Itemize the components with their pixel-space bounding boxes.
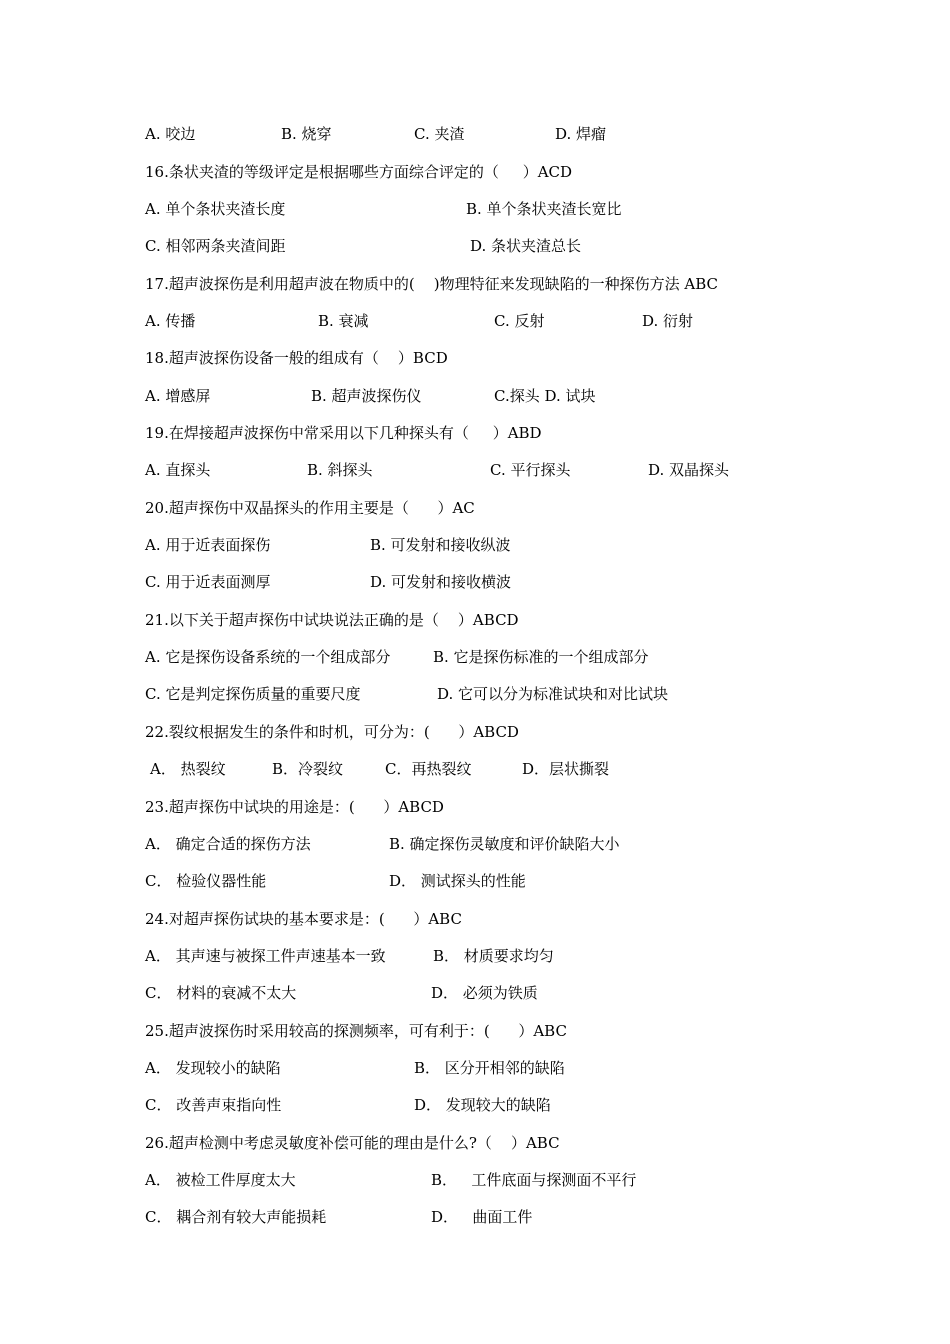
option: C．再热裂纹: [385, 760, 472, 778]
question-text: 17.超声波探伤是利用超声波在物质中的( )物理特征来发现缺陷的一种探伤方法 ABC: [145, 275, 719, 293]
option: C． 改善声束指向性: [145, 1096, 282, 1114]
question-text: 23.超声探伤中试块的用途是：( ）ABCD: [145, 798, 444, 816]
option: A. 直探头: [145, 461, 211, 479]
option: B. 衰减: [318, 312, 369, 330]
option: B. 烧穿: [281, 125, 332, 143]
option: C. 平行探头: [490, 461, 571, 479]
question-text: 21.以下关于超声探伤中试块说法正确的是（ ）ABCD: [145, 611, 519, 629]
option: C． 检验仪器性能: [145, 872, 267, 890]
option: D. 它可以分为标准试块和对比试块: [437, 685, 669, 703]
option: C. 反射: [494, 312, 545, 330]
option: A． 被检工件厚度太大: [145, 1171, 296, 1189]
option: A． 发现较小的缺陷: [145, 1059, 281, 1077]
option: B. 确定探伤灵敏度和评价缺陷大小: [389, 835, 620, 853]
option: B． 材质要求均匀: [433, 947, 554, 965]
option: D. 衍射: [642, 312, 694, 330]
option: D. 焊瘤: [555, 125, 607, 143]
option: A. 单个条状夹渣长度: [145, 200, 286, 218]
option: A. 它是探伤设备系统的一个组成部分: [145, 648, 391, 666]
option: C. 相邻两条夹渣间距: [145, 237, 286, 255]
question-text: 18.超声波探伤设备一般的组成有（ ）BCD: [145, 349, 448, 367]
question-text: 22.裂纹根据发生的条件和时机，可分为：( ）ABCD: [145, 723, 519, 741]
option: B. 斜探头: [307, 461, 373, 479]
option: C． 材料的衰减不太大: [145, 984, 297, 1002]
option: B．冷裂纹: [272, 760, 344, 778]
option: C. 用于近表面测厚: [145, 573, 271, 591]
option: D. 条状夹渣总长: [470, 237, 582, 255]
option: A． 热裂纹: [150, 760, 226, 778]
option: A. 咬边: [145, 125, 196, 143]
question-text: 20.超声探伤中双晶探头的作用主要是（ ）AC: [145, 499, 475, 517]
option: C. 夹渣: [414, 125, 465, 143]
option: D． 测试探头的性能: [389, 872, 526, 890]
option: D．层状撕裂: [522, 760, 610, 778]
option: D． 发现较大的缺陷: [414, 1096, 551, 1114]
option: A． 确定合适的探伤方法: [145, 835, 311, 853]
question-text: 25.超声波探伤时采用较高的探测频率，可有利于：( ）ABC: [145, 1022, 567, 1040]
option: B. 可发射和接收纵波: [370, 536, 511, 554]
option: A． 其声速与被探工件声速基本一致: [145, 947, 386, 965]
question-text: 16.条状夹渣的等级评定是根据哪些方面综合评定的（ ）ACD: [145, 163, 573, 181]
option: B． 工件底面与探测面不平行: [431, 1171, 637, 1189]
question-text: 24.对超声探伤试块的基本要求是：( ）ABC: [145, 910, 462, 928]
option: C． 耦合剂有较大声能损耗: [145, 1208, 327, 1226]
option: B. 单个条状夹渣长宽比: [466, 200, 622, 218]
option: A. 用于近表面探伤: [145, 536, 271, 554]
option: D. 可发射和接收横波: [370, 573, 512, 591]
option: C. 它是判定探伤质量的重要尺度: [145, 685, 361, 703]
option: B. 超声波探伤仪: [311, 387, 422, 405]
question-text: 19.在焊接超声波探伤中常采用以下几种探头有（ ）ABD: [145, 424, 542, 442]
option: D. 双晶探头: [648, 461, 730, 479]
option: C.探头 D. 试块: [494, 387, 596, 405]
option: B. 它是探伤标准的一个组成部分: [433, 648, 649, 666]
question-text: 26.超声检测中考虑灵敏度补偿可能的理由是什么?（ ）ABC: [145, 1134, 560, 1152]
option: D． 必须为铁质: [431, 984, 538, 1002]
option: B． 区分开相邻的缺陷: [414, 1059, 565, 1077]
option: A. 传播: [145, 312, 196, 330]
option: D． 曲面工件: [431, 1208, 533, 1226]
option: A. 增感屏: [145, 387, 211, 405]
